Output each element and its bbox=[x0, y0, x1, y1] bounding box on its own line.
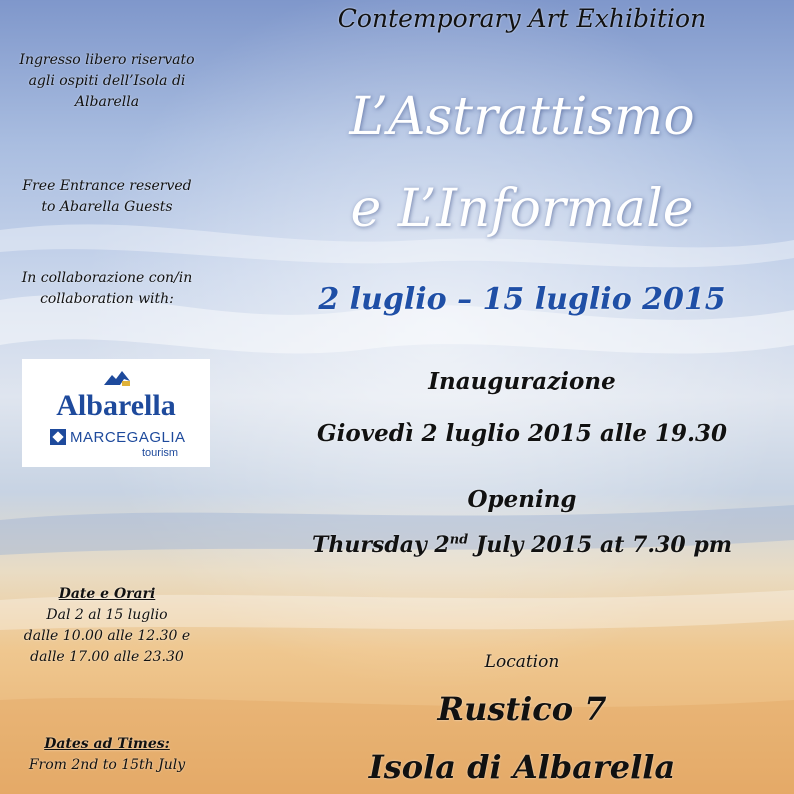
opening-text bbox=[262, 532, 782, 558]
entry-it-line: Albarella bbox=[74, 94, 140, 110]
times-it-heading: Date e Orari bbox=[58, 586, 156, 602]
opening-text-sup: nd bbox=[449, 532, 469, 548]
times-en-line: From 2nd to 15th July bbox=[28, 757, 186, 773]
entry-it-line: agli ospiti dell’Isola di bbox=[28, 73, 186, 89]
times-it-line: dalle 17.00 alle 23.30 bbox=[30, 649, 184, 665]
title-line-1: L’Astrattismo bbox=[349, 87, 695, 147]
exhibition-subtitle: Contemporary Art Exhibition bbox=[337, 4, 707, 33]
inauguration-label: Inaugurazione bbox=[428, 368, 616, 395]
times-it-line: dalle 10.00 alle 12.30 e bbox=[23, 628, 191, 644]
exhibition-dates: 2 luglio – 15 luglio 2015 bbox=[318, 282, 726, 317]
collab-line: collaboration with: bbox=[40, 291, 174, 307]
location-line-2: Isola di Albarella bbox=[368, 748, 676, 786]
entry-en-line: Free Entrance reserved bbox=[22, 178, 192, 194]
logo-brand: MARCEGAGLIA bbox=[70, 429, 186, 446]
logo-name: Albarella bbox=[56, 389, 176, 422]
times-italian bbox=[12, 584, 202, 668]
title-line-2: e L’Informale bbox=[350, 179, 694, 239]
opening-text-prefix: Thursday 2 bbox=[311, 532, 450, 558]
opening-label: Opening bbox=[467, 486, 577, 513]
entry-en-line: to Abarella Guests bbox=[41, 199, 173, 215]
collab-line: In collaborazione con/in bbox=[21, 270, 193, 286]
times-english bbox=[12, 734, 202, 776]
entry-info-italian bbox=[12, 50, 202, 113]
entry-info-english bbox=[12, 176, 202, 218]
location-label: Location bbox=[484, 652, 560, 672]
griffin-icon bbox=[102, 369, 132, 387]
times-it-line: Dal 2 al 15 luglio bbox=[46, 607, 168, 623]
opening-text-suffix: July 2015 at 7.30 pm bbox=[468, 532, 732, 558]
entry-it-line: Ingresso libero riservato bbox=[19, 52, 195, 68]
albarella-logo bbox=[22, 359, 210, 467]
marcegaglia-mark-icon bbox=[50, 429, 66, 445]
location-line-1: Rustico 7 bbox=[437, 690, 607, 728]
logo-sub: tourism bbox=[142, 447, 179, 459]
collaboration-info bbox=[12, 268, 202, 310]
inauguration-text: Giovedì 2 luglio 2015 alle 19.30 bbox=[317, 420, 727, 447]
times-en-heading: Dates ad Times: bbox=[44, 736, 170, 752]
